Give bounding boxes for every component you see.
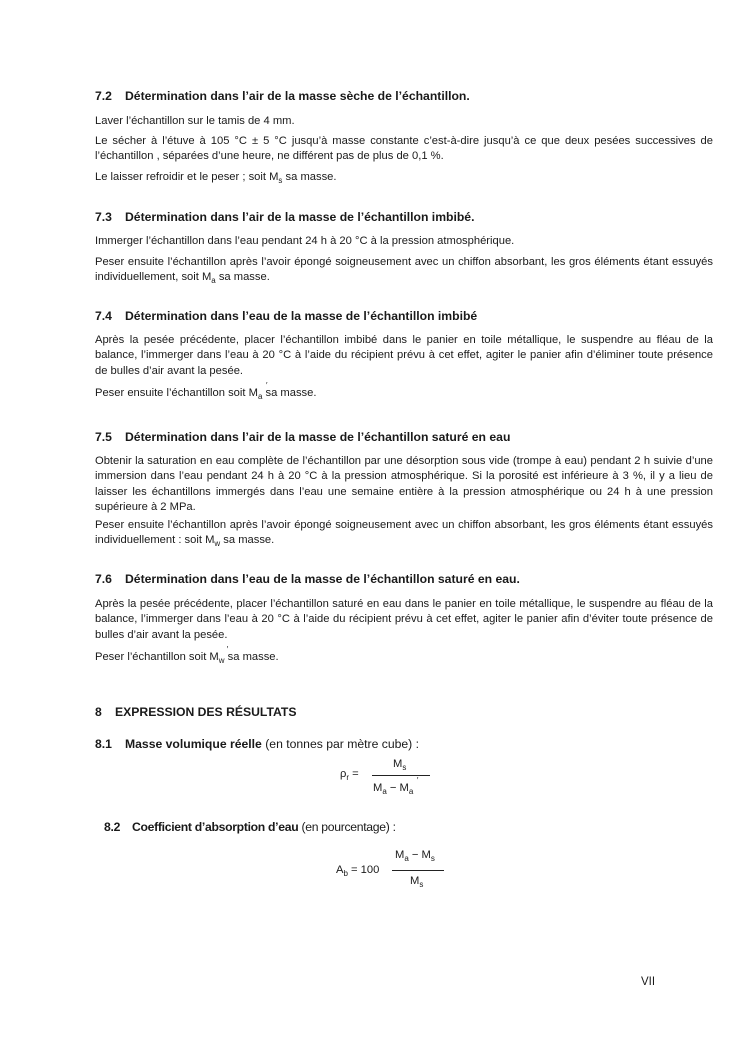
minus: − <box>411 849 419 861</box>
paragraph: Après la pesée précédente, placer l’échantillon saturé en eau dans le panier en toile métallique, le suspendre au fléau de la balance, l’immerger dans l’eau à 20 °C à l’aide du récipient prévu à cet effet, agiter le panier afin d’éviter toute présence de bulles d’air avant la pesée. <box>95 598 713 641</box>
section-title: Masse volumique réelle <box>125 737 262 751</box>
subscript: $_a$ ′ <box>409 787 413 796</box>
paragraph: Laver l’échantillon sur le tamis de 4 mm. <box>95 115 295 127</box>
subscript: s <box>402 763 407 772</box>
section-number: 8.2 <box>104 820 121 834</box>
minus: − <box>389 782 397 794</box>
formula-denominator <box>410 875 423 887</box>
paragraph: Après la pesée précédente, placer l’échantillon imbibé dans le panier en toile métallique, le suspendre au fléau de la balance, l’immerger dans l’eau à 20 °C à l’aide du récipient prévu à cet effet, agiter le panier afin d’éliminer toute présence de bulles d’air avant la pesée. <box>95 334 713 377</box>
section-number: 7.6 <box>95 572 112 586</box>
section-note: (en pourcentage) : <box>298 820 396 834</box>
text: sa masse. <box>282 171 337 183</box>
text: sa masse. <box>262 387 317 399</box>
section-7-4-heading <box>95 309 477 323</box>
text: sa masse. <box>215 271 270 284</box>
paragraph: Immerger l’échantillon dans l’eau pendant 24 h à 20 °C à la pression atmosphérique. <box>95 235 515 247</box>
symbol: A <box>336 864 344 876</box>
section-number: 7.3 <box>95 210 112 224</box>
subscript: $_w$ ′ <box>219 656 225 665</box>
paragraph <box>95 518 713 549</box>
subscript: $_a$ ′ <box>258 392 262 401</box>
section-number: 7.4 <box>95 309 112 323</box>
section-8-2-heading <box>104 820 396 834</box>
subscript: b <box>343 869 348 878</box>
symbol: M <box>373 782 383 794</box>
symbol: M <box>395 849 405 861</box>
paragraph: Obtenir la saturation en eau complète de l’échantillon par une désorption sous vide (trompe à eau) pendant 2 h suivie d’une immersion dans l’eau pendant 24 h à 20 °C à la pression atmosphérique. Si la porosité est inférieure à 3 %, il y a lieu de laisser les échantillons immergés dans l’eau une semaine entière à la pression atmosphérique ou 24 h à une pression supérieure à 2 MPa. <box>95 455 713 513</box>
section-number: 7.2 <box>95 89 112 103</box>
section-note: (en tonnes par mètre cube) : <box>261 737 420 751</box>
section-title: EXPRESSION DES RÉSULTATS <box>115 705 297 719</box>
section-7-5-heading <box>95 430 510 444</box>
paragraph <box>95 170 713 185</box>
symbol: M <box>393 758 403 770</box>
subscript: a <box>211 276 216 286</box>
fraction-bar <box>392 870 444 871</box>
section-7-2-heading <box>95 89 470 103</box>
text: Peser ensuite l’échantillon après l’avoir épongé soigneusement avec un chiffon absorbant, les gros éléments étant essuyés individuellement, soit M <box>95 256 713 284</box>
subscript: r <box>346 773 350 782</box>
section-title: Détermination dans l’eau de la masse de l’échantillon imbibé <box>125 309 478 323</box>
equals-100: = 100 <box>351 864 380 876</box>
formula-denominator <box>373 782 413 794</box>
page-number: VII <box>641 976 656 988</box>
section-title: Coefficient d’absorption d’eau <box>132 820 299 834</box>
subscript: a <box>382 787 387 796</box>
formula-lhs <box>340 768 359 780</box>
section-title: Détermination dans l’eau de la masse de l’échantillon saturé en eau. <box>125 572 520 586</box>
text: Le laisser refroidir et le peser ; soit M <box>95 171 279 183</box>
section-7-6-heading <box>95 572 520 586</box>
paragraph <box>95 650 713 665</box>
text: Peser l’échantillon soit M <box>95 651 219 663</box>
symbol: M <box>410 875 420 887</box>
equals: = <box>352 768 359 780</box>
section-8-1-heading <box>95 737 419 751</box>
text: sa masse. <box>224 651 279 663</box>
section-8-heading <box>95 705 296 719</box>
subscript: w <box>214 539 221 549</box>
text: Peser ensuite l’échantillon soit M <box>95 387 258 399</box>
subscript: s <box>419 880 424 889</box>
paragraph <box>95 255 713 286</box>
symbol: M <box>399 782 409 794</box>
symbol: ρ <box>340 768 347 780</box>
text: sa masse. <box>220 534 275 547</box>
text: Peser ensuite l’échantillon après l’avoir épongé soigneusement avec un chiffon absorbant, les gros éléments étant essuyés individuellement : soit M <box>95 519 713 547</box>
formula-lhs <box>336 864 379 876</box>
subscript: s <box>278 176 283 185</box>
paragraph <box>95 386 713 401</box>
paragraph: Le sécher à l’étuve à 105 °C ± 5 °C jusqu’à masse constante c’est-à-dire jusqu’à ce que deux pesées successives de l’échantillon , séparées d’une heure, ne différent pas de plus de 0,1 %. <box>95 135 713 163</box>
fraction-bar <box>372 775 430 776</box>
subscript: a <box>404 854 409 863</box>
section-number: 8.1 <box>95 737 112 751</box>
section-title: Détermination dans l’air de la masse de l’échantillon saturé en eau <box>125 430 511 444</box>
subscript: s <box>430 854 435 863</box>
symbol: M <box>421 849 431 861</box>
section-number: 7.5 <box>95 430 112 444</box>
formula-numerator <box>395 849 435 861</box>
formula-numerator <box>393 758 406 770</box>
section-7-3-heading <box>95 210 474 224</box>
section-title: Détermination dans l’air de la masse de l’échantillon imbibé. <box>125 210 475 224</box>
section-title: Détermination dans l’air de la masse sèche de l’échantillon. <box>125 89 470 103</box>
section-number: 8 <box>95 705 102 719</box>
